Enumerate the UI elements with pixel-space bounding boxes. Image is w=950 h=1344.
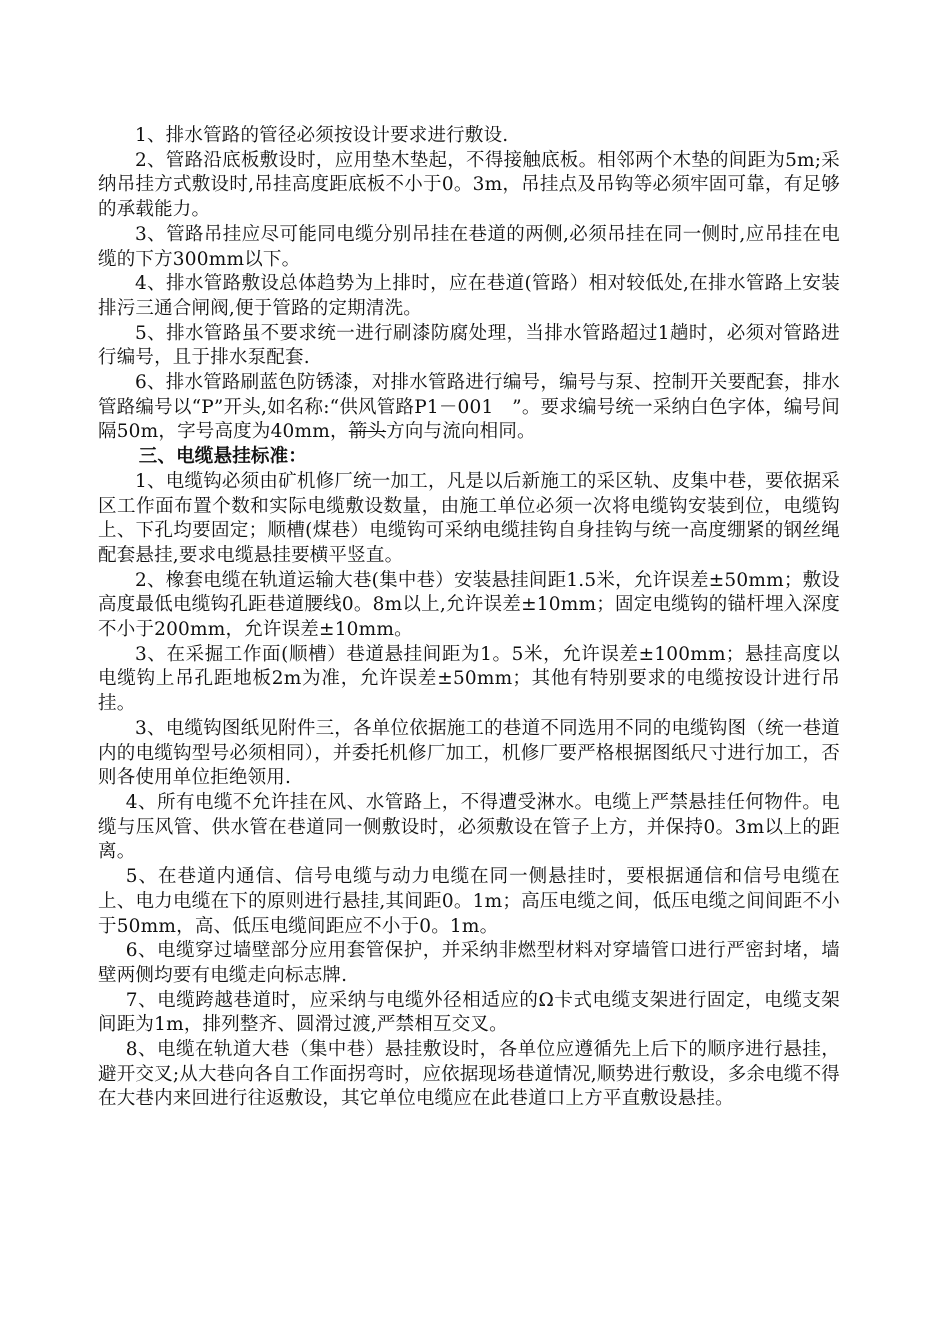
paragraph-drain-pipe-diameter: 1、排水管路的管径必须按设计要求进行敷设.	[135, 125, 509, 146]
paragraph-cable-hook-drawings: 3、电缆钩图纸见附件三，各单位依据施工的巷道不同选用不同的电缆钩图（统一巷道内的电缆钩型号必须相同），并委托机修厂加工，机修厂要严格根据图纸尺寸进行加工，否则各使用单位拒绝领用.	[98, 717, 840, 789]
paragraph-wall-sleeve: 6、电缆穿过墙壁部分应用套管保护，并采纳非燃型材料对穿墙管口进行严密封堵，墙壁两侧均要有电缆走向标志牌.	[98, 940, 840, 986]
paragraph-cable-hook-processing: 1、电缆钩必须由矿机修厂统一加工，凡是以后新施工的采区轨、皮集中巷，要依据采区工作面布置个数和实际电缆敷设数量，由施工单位必须一次将电缆钩安装到位，电缆钩上、下孔均要固定；顺槽(煤巷）电缆钩可采纳电缆挂钩自身挂钩与统一高度绷紧的钢丝绳配套悬挂,要求电缆悬挂要横平竖直。	[98, 470, 840, 566]
paragraph-signal-power-cable: 5、在巷道内通信、信号电缆与动力电缆在同一侧悬挂时，要根据通信和信号电缆在上、电力电缆在下的原则进行悬挂,其间距0。1m；高压电缆之间，低压电缆之间间距不小于50mm，高、低压电缆间距应不小于0。1m。	[98, 866, 840, 937]
paragraph-pipe-hanging-side: 3、管路吊挂应尽可能同电缆分别吊挂在巷道的两侧,必须吊挂在同一侧时,应吊挂在电缆的下方300mm以下。	[98, 223, 840, 270]
paragraph-main-roadway-hanging: 8、电缆在轨道大巷（集中巷）悬挂敷设时，各单位应遵循先上后下的顺序进行悬挂，避开交叉;从大巷向各自工作面拐弯时，应依据现场巷道情况,顺势进行敷设，多余电缆不得在大巷内来回进行往返敷设，其它单位电缆应在此巷道口上方平直敷设悬挂。	[98, 1039, 840, 1110]
paragraph-rubber-cable-spacing: 2、橡套电缆在轨道运输大巷(集中巷）安装悬挂间距1.5米，允许误差±50mm；敷设高度最低电缆钩孔距巷道腰线0。8m以上,允许误差±10mm；固定电缆钩的锚杆埋入深度不小于200mm，允许误差±10mm。	[98, 569, 840, 641]
pipe-painting-text-end: 方向与流向相同。	[386, 421, 536, 443]
pipe-painting-text: 6、排水管路刷蓝色防锈漆，对排水管路进行编号，编号与泵、控制开关要配套，排水管路编号以“P”开头,如名称:“供风管路P1－001 ”。要求编号统一采纳白色字体，编号间隔50m，字号高度为40mm，	[98, 372, 840, 443]
paragraph-pipe-painting	[98, 371, 840, 445]
document-page	[98, 124, 840, 1112]
paragraph-mining-face-spacing: 3、在采掘工作面(顺槽）巷道悬挂间距为1。5米，允许误差±100mm；悬挂高度以电缆钩上吊孔距地板2m为准，允许误差±50mm；其他有特别要求的电缆按设计进行吊挂。	[98, 643, 840, 715]
paragraph-cable-not-on-pipes: 4、所有电缆不允许挂在风、水管路上，不得遭受淋水。电缆上严禁悬挂任何物件。电缆与压风管、供水管在巷道同一侧敷设时，必须敷设在管子上方，并保持0。3m以上的距离。	[98, 791, 840, 863]
section-heading-cable-hanging: 三、电缆悬挂标准：	[138, 446, 307, 468]
paragraph-pipe-along-floor: 2、管路沿底板敷设时，应用垫木垫起，不得接触底板。相邻两个木垫的间距为5m;采纳吊挂方式敷设时,吊挂高度距底板不小于0。3m，吊挂点及吊钩等必须牢固可靠，有足够的承载能力。	[98, 149, 840, 221]
struck-through-text: 箭头	[348, 421, 387, 443]
paragraph-pipe-numbering: 5、排水管路虽不要求统一进行刷漆防腐处理，当排水管路超过1趟时，必须对管路进行编号，且于排水泵配套.	[98, 322, 840, 369]
paragraph-cable-crossing: 7、电缆跨越巷道时，应采纳与电缆外径相适应的Ω卡式电缆支架进行固定，电缆支架间距为1m，排列整齐、圆滑过渡,严禁相互交叉。	[98, 989, 840, 1036]
paragraph-drain-valve: 4、排水管路敷设总体趋势为上排时，应在巷道(管路）相对较低处,在排水管路上安装排污三通合闸阀,便于管路的定期清洗。	[98, 273, 840, 319]
